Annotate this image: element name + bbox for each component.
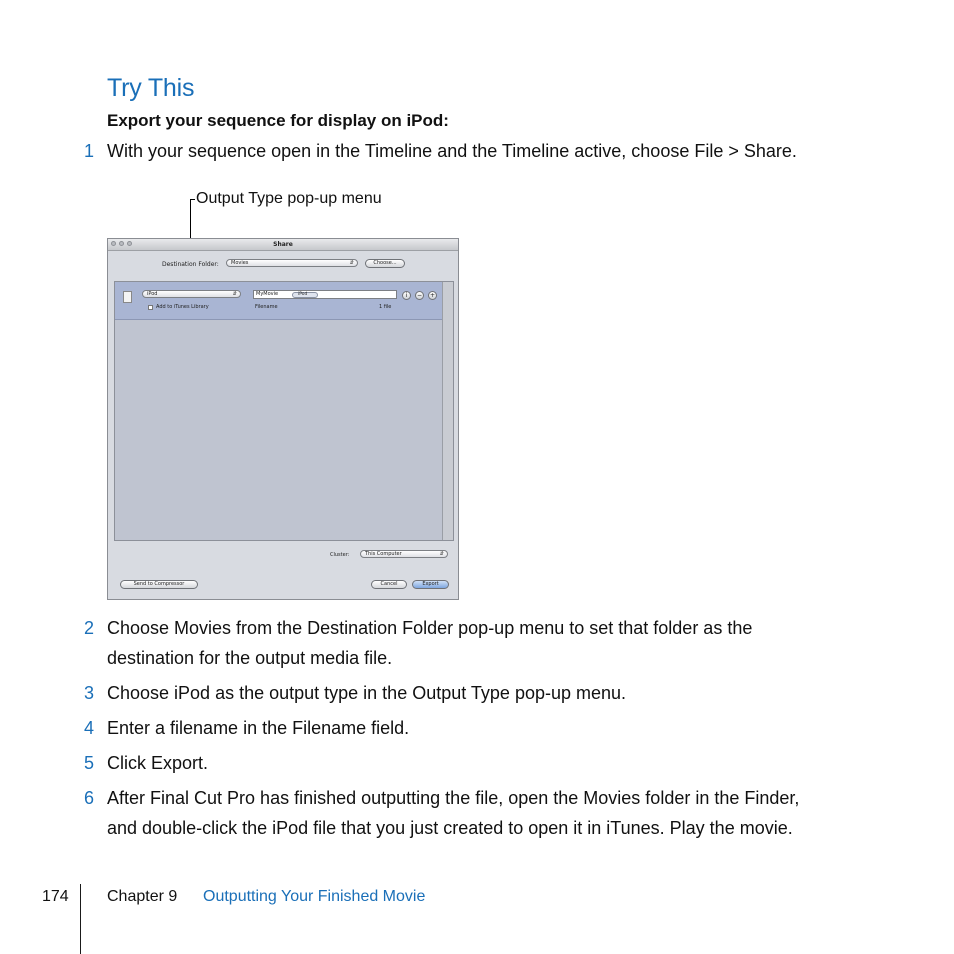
destination-folder-label: Destination Folder: [162, 261, 219, 268]
step-text: With your sequence open in the Timeline and the Timeline active, choose File > Share. [107, 141, 797, 161]
choose-button[interactable]: Choose... [365, 259, 405, 268]
footer-divider [80, 884, 81, 954]
popup-arrows-icon: ⇵ [232, 291, 237, 297]
step-text: Enter a filename in the Filename field. [107, 718, 410, 738]
step-number: 3 [84, 683, 95, 703]
step-text [107, 613, 897, 673]
section-heading: Try This [107, 74, 195, 102]
output-row[interactable] [115, 282, 443, 320]
cluster-popup[interactable] [360, 550, 448, 558]
destination-folder-value: Movies [231, 260, 249, 266]
output-type-popup[interactable] [142, 290, 241, 298]
plus-icon[interactable]: + [429, 292, 436, 299]
page-number: 174 [42, 888, 69, 905]
list-scrollbar[interactable] [442, 282, 453, 540]
step-text: Choose iPod as the output type in the Output Type pop-up menu. [107, 683, 627, 703]
step-line: After Final Cut Pro has finished outputting the file, open the Movies folder in the Finder, [107, 788, 800, 808]
export-button[interactable]: Export [412, 580, 449, 589]
output-list [114, 281, 454, 541]
step-number: 2 [84, 618, 95, 638]
chapter-title-link[interactable]: Outputting Your Finished Movie [203, 888, 426, 905]
step-number: 4 [84, 718, 95, 738]
share-window [107, 238, 459, 600]
filename-value: MyMovie [256, 291, 279, 297]
step-number: 6 [84, 788, 95, 808]
step-text: Click Export. [107, 753, 209, 773]
step-number: 5 [84, 753, 95, 773]
minus-icon[interactable]: − [416, 292, 423, 299]
step-text [107, 783, 897, 843]
document-icon [123, 291, 132, 303]
popup-arrows-icon: ⇵ [349, 260, 354, 266]
filename-token: iPod [292, 292, 318, 298]
window-titlebar [108, 239, 458, 251]
callout-label: Output Type pop-up menu [196, 190, 382, 207]
filename-field[interactable] [253, 290, 397, 299]
step-line: destination for the output media file. [107, 648, 393, 668]
add-to-itunes-label: Add to iTunes Library [156, 304, 209, 310]
output-type-value: iPod [147, 291, 158, 297]
file-count: 1 file [379, 304, 392, 310]
step-number: 1 [84, 141, 95, 161]
task-subheading: Export your sequence for display on iPod: [107, 111, 449, 130]
send-to-compressor-button[interactable]: Send to Compressor [120, 580, 198, 589]
step-line: and double-click the iPod file that you just created to open it in iTunes. Play the movie. [107, 818, 793, 838]
filename-label: Filename [255, 304, 278, 310]
add-to-itunes-checkbox[interactable] [148, 305, 153, 310]
cluster-label: Cluster: [330, 552, 350, 558]
destination-folder-popup[interactable] [226, 259, 358, 267]
cluster-value: This Computer [365, 551, 402, 557]
cancel-button[interactable]: Cancel [371, 580, 407, 589]
window-title: Share [273, 241, 293, 248]
chapter-label: Chapter 9 [107, 888, 178, 905]
info-icon[interactable]: i [402, 291, 411, 300]
step-line: Choose Movies from the Destination Folder pop-up menu to set that folder as the [107, 618, 753, 638]
popup-arrows-icon: ⇵ [439, 551, 444, 557]
